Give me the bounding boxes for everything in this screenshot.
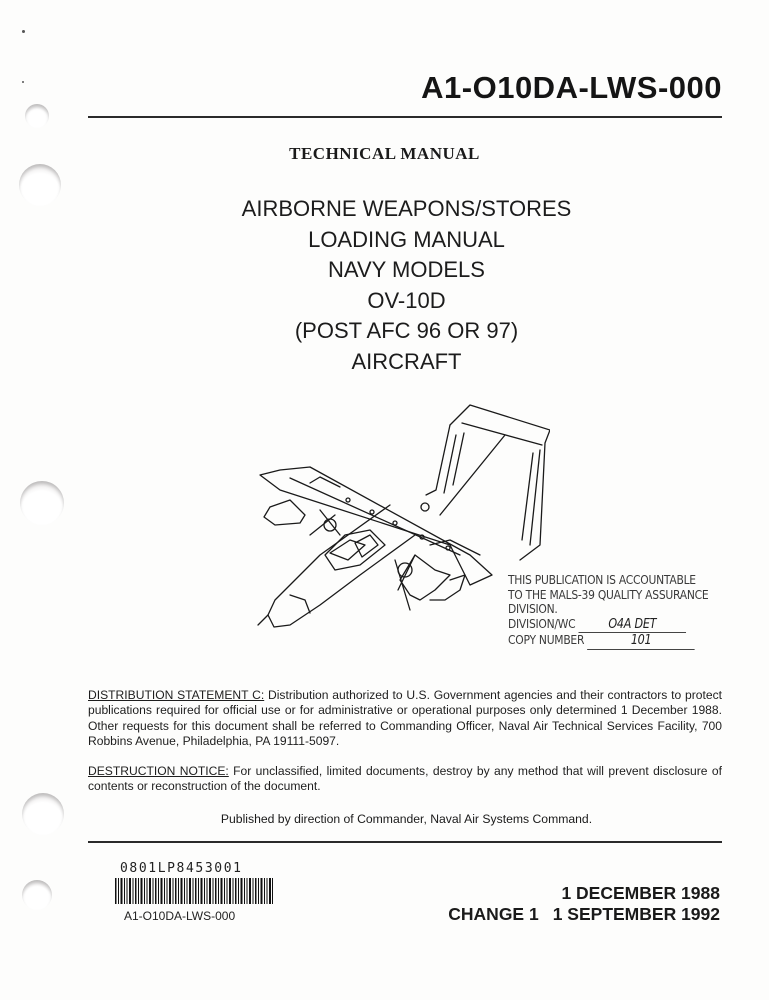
- aircraft-illustration: [250, 395, 550, 635]
- document-type: TECHNICAL MANUAL: [289, 144, 480, 163]
- copy-number-value: 101: [587, 634, 695, 650]
- change-row: [448, 904, 720, 925]
- title-line: (POST AFC 96 OR 97): [294, 318, 519, 343]
- document-number: A1-O10DA-LWS-000: [421, 70, 722, 105]
- punch-hole: [25, 104, 49, 128]
- destruction-text: For unclassified, limited documents, destroy by any method that will prevent disclosure of contents or reconstruction of the document.: [88, 764, 722, 794]
- stamp-line: TO THE MALS-39 QUALITY ASSURANCE: [508, 586, 709, 602]
- title-line: AIRBORNE WEAPONS/STORES: [241, 196, 572, 221]
- distribution-heading: DISTRIBUTION STATEMENT C:: [88, 688, 265, 702]
- division-value: O4A DET: [579, 618, 687, 634]
- title-block: [0, 194, 769, 377]
- stamp-line: THIS PUBLICATION IS ACCOUNTABLE: [508, 572, 696, 587]
- change-date: 1 SEPTEMBER 1992: [552, 904, 720, 924]
- change-label: CHANGE 1: [448, 904, 539, 924]
- punch-hole: [22, 880, 52, 910]
- stamp-line: DIVISION.: [508, 601, 558, 616]
- original-date: 1 DECEMBER 1988: [561, 883, 720, 903]
- accountability-stamp: [508, 573, 723, 650]
- footer-rule: [88, 841, 722, 843]
- destruction-notice: [88, 764, 722, 795]
- copy-number-label: COPY NUMBER: [508, 632, 585, 647]
- barcode: [115, 878, 273, 904]
- publication-dates: [448, 883, 720, 925]
- title-line: NAVY MODELS: [328, 257, 485, 282]
- stamp-copy-row: [508, 633, 723, 650]
- title-line: LOADING MANUAL: [308, 226, 505, 252]
- stamp-division-row: [508, 617, 723, 634]
- division-label: DIVISION/WC: [508, 615, 576, 631]
- published-by: Published by direction of Commander, Naval Air Systems Command.: [220, 812, 593, 826]
- barcode-label: A1-O10DA-LWS-000: [124, 909, 236, 923]
- title-line: AIRCRAFT: [351, 348, 462, 374]
- distribution-text: Distribution authorized to U.S. Government agencies and their contractors to protect publications required for official use or for administrative or operational purposes only determined 1 December 1988. Other requests for this document shall be referred to Commanding Officer, Naval Air Technical Services Facility, 700 Robbins Avenue, Philadelphia, PA 19111-5097.: [88, 688, 722, 748]
- punch-hole: [20, 481, 64, 525]
- barcode-number: 0801LP8453001: [120, 861, 243, 876]
- distribution-statement: [88, 688, 722, 749]
- header-rule: [88, 116, 722, 118]
- paper-speck: [22, 30, 25, 33]
- title-line: OV-10D: [367, 287, 446, 313]
- paper-speck: [22, 81, 24, 83]
- destruction-heading: DESTRUCTION NOTICE:: [88, 764, 229, 778]
